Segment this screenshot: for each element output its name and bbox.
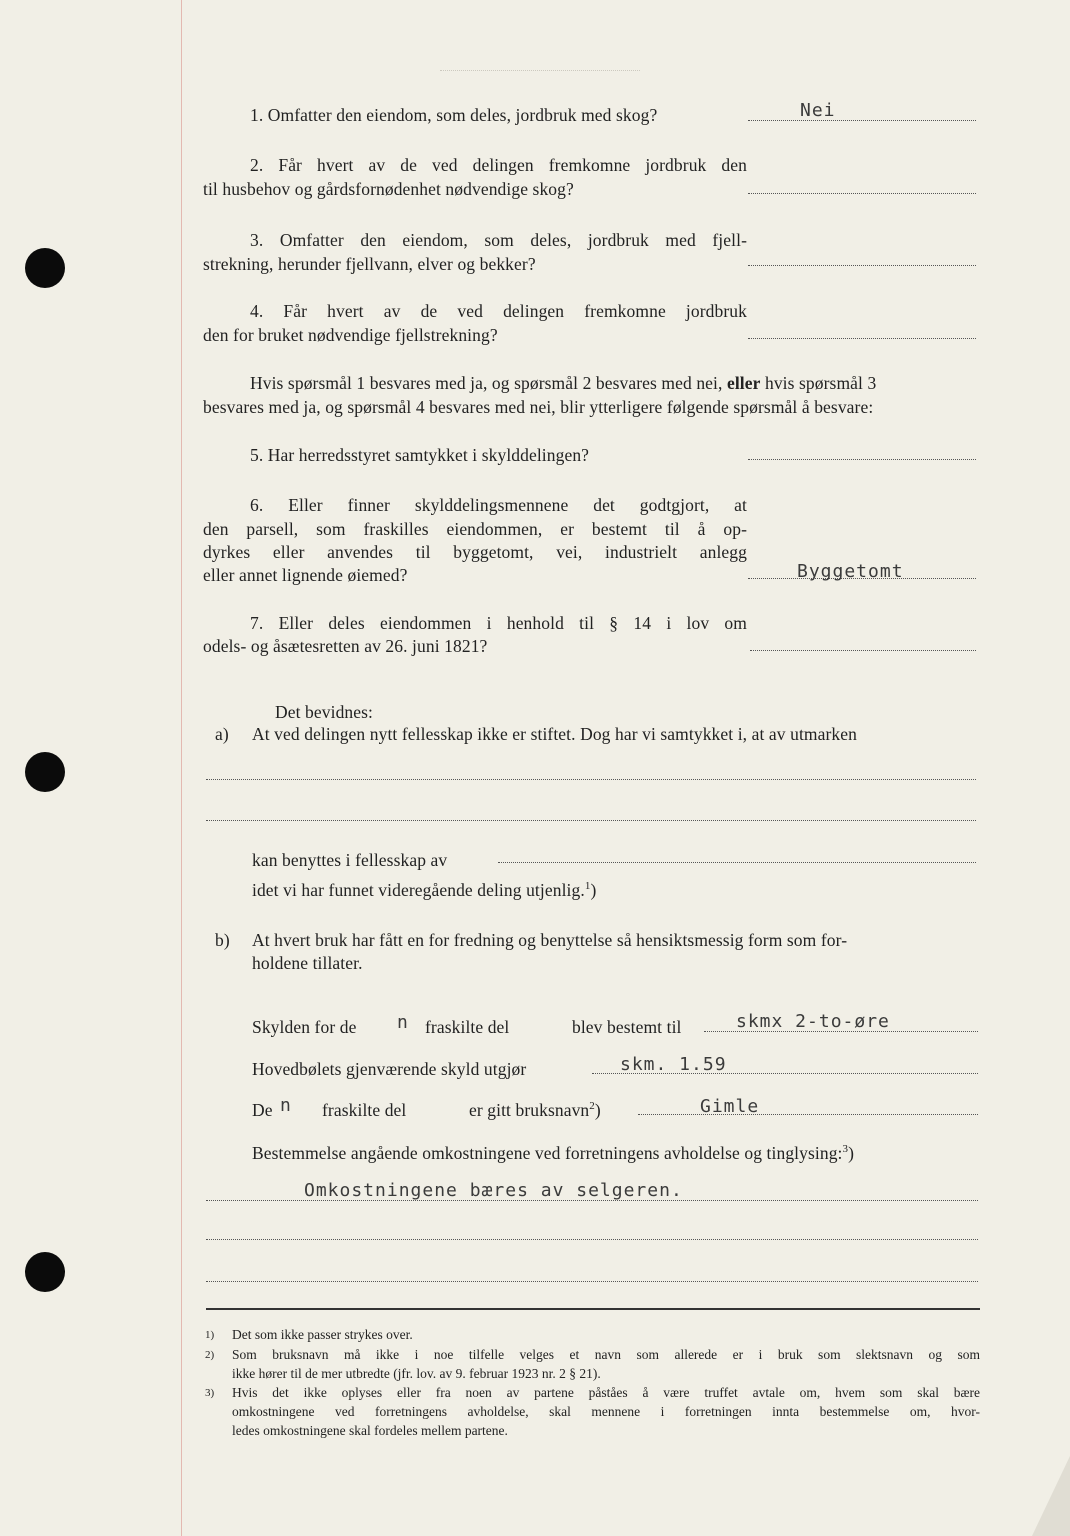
footnote-3-line-1: Hvis det ikke oplyses eller fra noen av partene påståes å være truffet avtale om, hvem som skal bære <box>232 1385 980 1400</box>
fill-line <box>206 820 976 821</box>
condition-text-b: hvis spørsmål 3 <box>760 373 877 393</box>
bruksnavn-value: Gimle <box>700 1096 760 1117</box>
answer-line-3 <box>748 265 976 266</box>
answer-line-7 <box>750 650 976 651</box>
question-6-line-2: den parsell, som fraskilles eiendommen, er bestemt til å op- <box>203 519 747 539</box>
fill-line <box>206 779 976 780</box>
skyld-prefix: Skylden for de <box>252 1017 357 1037</box>
skyld-suffix: blev bestemt til <box>572 1017 682 1037</box>
question-6-line-1: 6. Eller finner skylddelingsmennene det godtgjort, at <box>250 495 747 515</box>
answer-line-4 <box>748 338 976 339</box>
fill-line <box>638 1114 978 1115</box>
footnote-1-mark: 1) <box>205 1329 215 1341</box>
question-7-line-2: odels- og åsætesretten av 26. juni 1821? <box>203 636 488 656</box>
question-4-line-1: 4. Får hvert av de ved delingen fremkomne jordbruk <box>250 301 747 321</box>
condition-text-a: Hvis spørsmål 1 besvares med ja, og spørsmål 2 besvares med nei, <box>250 373 727 393</box>
condition-line-2: besvares med ja, og spørsmål 4 besvares med nei, blir ytterligere følgende spørsmål å besvare: <box>203 397 874 417</box>
question-3-line-2: strekning, herunder fjellvann, elver og bekker? <box>203 254 536 274</box>
footnote-rule <box>206 1308 980 1310</box>
main-skyld-value: skm. 1.59 <box>620 1054 727 1075</box>
skyld-value: skmx 2-to-øre <box>736 1011 890 1032</box>
answer-line-1 <box>748 120 976 121</box>
main-skyld-label: Hovedbølets gjenværende skyld utgjør <box>252 1059 527 1079</box>
name-suffix-text: er gitt bruksnavn <box>469 1100 590 1120</box>
question-3-line-1: 3. Omfatter den eiendom, som deles, jordbruk med fjell- <box>250 230 747 250</box>
attest-a-use: kan benyttes i fellesskap av <box>252 850 448 870</box>
condition-emphasis: eller <box>726 373 761 393</box>
question-7-line-1: 7. Eller deles eiendommen i henhold til § 14 i lov om <box>250 613 747 633</box>
punch-hole <box>25 752 65 792</box>
cost-label-text: Bestemmelse angående omkostningene ved forretningens avholdelse og tinglysing: <box>252 1143 843 1163</box>
name-suffix: er gitt bruksnavn$^2$) <box>469 1100 601 1120</box>
cost-label: Bestemmelse angående omkostningene ved forretningens avholdelse og tinglysing:$^3$) <box>252 1143 855 1163</box>
fill-line <box>498 862 976 863</box>
footnote-1-line-1: Det som ikke passer strykes over. <box>232 1327 413 1342</box>
question-6-line-4: eller annet lignende øiemed? <box>203 565 408 585</box>
name-prefix: De <box>252 1100 273 1120</box>
answer-1: Nei <box>800 100 836 121</box>
attest-b-label: b) <box>215 930 230 950</box>
attest-b-line-2: holdene tillater. <box>252 953 363 973</box>
footnote-3-mark: 3) <box>205 1387 215 1399</box>
question-6-line-3: dyrkes eller anvendes til byggetomt, vei, industrielt anlegg <box>203 542 747 562</box>
attest-heading: Det bevidnes: <box>275 702 374 722</box>
attest-a-text: At ved delingen nytt fellesskap ikke er stiftet. Dog har vi samtykket i, at av utmarken <box>252 724 857 744</box>
cost-value: Omkostningene bæres av selgeren. <box>304 1180 683 1201</box>
answer-6: Byggetomt <box>797 561 904 582</box>
footnote-ref: 2 <box>589 1100 595 1113</box>
skyld-mid: fraskilte del <box>425 1017 510 1037</box>
punch-hole <box>25 248 65 288</box>
fill-line <box>206 1239 978 1240</box>
name-handwritten: n <box>280 1095 292 1116</box>
footnote-ref: 1 <box>584 880 591 893</box>
attest-a-finding-text: idet vi har funnet videregående deling utjenlig. <box>252 880 585 900</box>
punch-hole <box>25 1252 65 1292</box>
skyld-handwritten: n <box>397 1012 409 1033</box>
attest-a-label: a) <box>215 724 229 744</box>
margin-line <box>181 0 182 1536</box>
question-2-line-2: til husbehov og gårdsfornødenhet nødvendige skog? <box>203 179 574 199</box>
answer-line-5 <box>748 459 976 460</box>
attest-b-line-1: At hvert bruk har fått en for fredning og benyttelse så hensiktsmessig form som for- <box>252 930 848 950</box>
footnote-2-mark: 2) <box>205 1349 215 1361</box>
question-5: 5. Har herredsstyret samtykket i skylddelingen? <box>250 445 590 465</box>
name-mid: fraskilte del <box>322 1100 407 1120</box>
attest-a-finding: idet vi har funnet videregående deling utjenlig.$^1$) <box>252 880 597 900</box>
page-corner-fold <box>1032 1456 1070 1536</box>
fill-line <box>206 1281 978 1282</box>
condition-line-1 <box>250 371 876 395</box>
question-4-line-2: den for bruket nødvendige fjellstrekning? <box>203 325 498 345</box>
footnote-ref: 3 <box>842 1143 849 1156</box>
footnote-2-line-1: Som bruksnavn må ikke i noe tilfelle velges et navn som allerede er i bruk som slektsnavn og som <box>232 1347 980 1362</box>
faded-stamp <box>440 56 640 71</box>
footnote-3-line-2: omkostningene ved forretningens avholdelse, skal mennene i forretningen innta bestemmelse om, hvor- <box>232 1404 980 1419</box>
question-1: 1. Omfatter den eiendom, som deles, jordbruk med skog? <box>250 105 658 125</box>
footnote-2-line-2: ikke hører til de mer utbredte (jfr. lov. av 9. februar 1923 nr. 2 § 21). <box>232 1366 601 1381</box>
answer-line-2 <box>748 193 976 194</box>
question-2-line-1: 2. Får hvert av de ved delingen fremkomne jordbruk den <box>250 155 747 175</box>
footnote-3-line-3: ledes omkostningene skal fordeles mellem partene. <box>232 1423 508 1438</box>
